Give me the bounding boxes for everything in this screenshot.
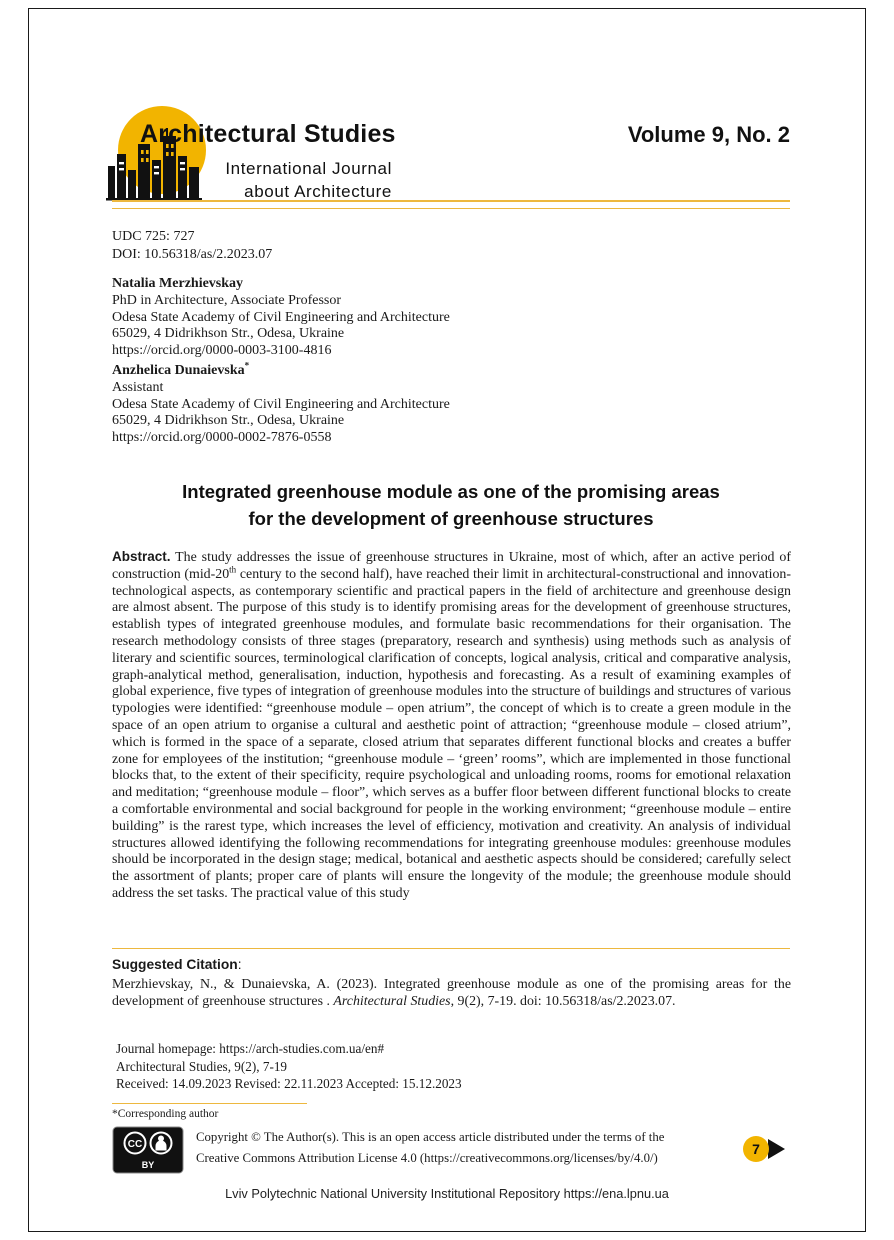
copyright-notice bbox=[196, 1127, 676, 1169]
cc-letters: CC bbox=[127, 1139, 143, 1150]
suggested-citation bbox=[112, 956, 791, 1011]
copyright-line2: Creative Commons Attribution License 4.0 (https://creativecommons.org/licenses/by/4.0/) bbox=[196, 1151, 658, 1165]
author-2-position: Assistant bbox=[112, 379, 164, 395]
author-2-address: 65029, 4 Didrikhson Str., Odesa, Ukraine bbox=[112, 413, 345, 429]
udc-code: UDC 725: 727 bbox=[112, 229, 195, 244]
article-title-line2: for the development of greenhouse structures bbox=[248, 508, 654, 529]
abstract bbox=[112, 549, 791, 903]
header-divider bbox=[112, 200, 790, 209]
journal-reference: Architectural Studies, 9(2), 7-19 bbox=[116, 1058, 288, 1074]
author-2 bbox=[112, 360, 450, 447]
footnote-divider bbox=[112, 1103, 307, 1104]
journal-masthead bbox=[140, 120, 396, 203]
author-2-name: Anzhelica Dunaievska* bbox=[112, 360, 250, 378]
journal-subtitle-line2: about Architecture bbox=[244, 182, 392, 201]
author-1-orcid-link[interactable]: https://orcid.org/0000-0003-3100-4816 bbox=[112, 343, 332, 359]
corresponding-author-note: *Corresponding author bbox=[112, 1108, 219, 1120]
abstract-label: Abstract. bbox=[112, 549, 171, 564]
citation-text: Merzhievskay, N., & Dunaievska, A. (2023). Integrated greenhouse module as one of the promising areas for the development of greenhouse structures . Architectural Studies, 9(2), 7-19. doi: 10.56318/as/2.2023.07. bbox=[112, 976, 791, 1009]
citation-label: Suggested Citation: bbox=[112, 957, 242, 972]
doi-code: DOI: 10.56318/as/2.2023.07 bbox=[112, 246, 273, 262]
footer-info bbox=[116, 1040, 462, 1093]
author-1-name: Natalia Merzhievskay bbox=[112, 276, 244, 291]
author-2-suffix: * bbox=[244, 360, 250, 371]
author-2-orcid-link[interactable]: https://orcid.org/0000-0002-7876-0558 bbox=[112, 430, 332, 446]
article-title bbox=[112, 478, 790, 532]
repository-footer: Lviv Polytechnic National University Institutional Repository https://ena.lpnu.ua bbox=[225, 1186, 669, 1201]
author-2-affiliation: Odesa State Academy of Civil Engineering and Architecture bbox=[112, 396, 450, 412]
copyright-line1: Copyright © The Author(s). This is an open access article distributed under the terms of the bbox=[196, 1130, 665, 1144]
page-number-badge bbox=[740, 1134, 788, 1169]
citation-divider bbox=[112, 948, 790, 949]
author-1 bbox=[112, 276, 450, 360]
journal-title: Architectural Studies bbox=[140, 120, 396, 148]
abstract-text-2: century to the second half), have reached their limit in architectural-constructional and innovation-technological aspects, as contemporary scientific and practical papers in the field of architecture and greenhouse design are almost absent. The purpose of this study is to identify promising areas for the development of greenhouse structures, establish types of integrated greenhouse modules, and formulate basic recommendations for their organisation. The research methodology consists of three stages (preparatory, research and synthesis) using methods such as analysis of literary and scientific sources, terminological clarification of concepts, logical analysis, critical and comparative analysis, graph-analytical method, generalisation, induction, hypothesis and forecasting. As a result of examining examples of global experience, five types of integration of greenhouse modules into the structure of buildings and structures of various typologies were identified: “greenhouse module – open atrium”, the concept of which is to create a green module in the space of an open atrium to organise a cultural and aesthetic point of attraction; “greenhouse module – closed atrium”, which is formed in the space of a separate, closed atrium that separates different functional blocks and creates a buffer zone for employees of the institution; “greenhouse module – ‘green’ rooms”, which are implemented in those functional blocks that, to the extent of their specificity, require psychological and unloading rooms, rooms for emotional relaxation and meditation; “greenhouse module – floor”, which serves as a buffer floor between different functional blocks to create a comfortable environmental and social background for people in the working environment; “greenhouse module – entire building” is the rarest type, which increases the level of efficiency, motivation and creativity. An analysis of individual structures allowed identifying the following recommendations for integrating greenhouse modules: greenhouse modules should be incorporated in the design stage; medical, botanical and aesthetic aspects should be considered; carefully select the assortment of plants; proper care of plants will ensure the longevity of the module; the greenhouse module should address the set tasks. The practical value of this study bbox=[112, 566, 792, 901]
author-1-address: 65029, 4 Didrikhson Str., Odesa, Ukraine bbox=[112, 326, 345, 342]
abstract-superscript: th bbox=[229, 564, 237, 575]
cc-by-license-icon[interactable] bbox=[112, 1126, 184, 1179]
article-dates: Received: 14.09.2023 Revised: 22.11.2023 Accepted: 15.12.2023 bbox=[116, 1076, 462, 1091]
journal-homepage-link[interactable]: Journal homepage: https://arch-studies.com.ua/en# bbox=[116, 1041, 385, 1056]
abstract-text-1: The study addresses the issue of greenhouse structures in Ukraine, most of which, after an active period of construction (mid-20 bbox=[112, 550, 791, 582]
arrow-icon bbox=[768, 1139, 785, 1159]
cc-by-letters: BY bbox=[141, 1160, 155, 1170]
authors-block bbox=[112, 276, 450, 450]
author-1-affiliation: Odesa State Academy of Civil Engineering and Architecture bbox=[112, 309, 450, 325]
author-1-position: PhD in Architecture, Associate Professor bbox=[112, 292, 342, 308]
article-meta bbox=[112, 228, 272, 263]
volume-number: Volume 9, No. 2 bbox=[627, 122, 790, 147]
article-title-line1: Integrated greenhouse module as one of the promising areas bbox=[182, 481, 720, 502]
journal-subtitle-line1: International Journal bbox=[225, 159, 392, 178]
page-number: 7 bbox=[752, 1141, 760, 1157]
citation-journal-name: Architectural Studies bbox=[333, 994, 451, 1009]
